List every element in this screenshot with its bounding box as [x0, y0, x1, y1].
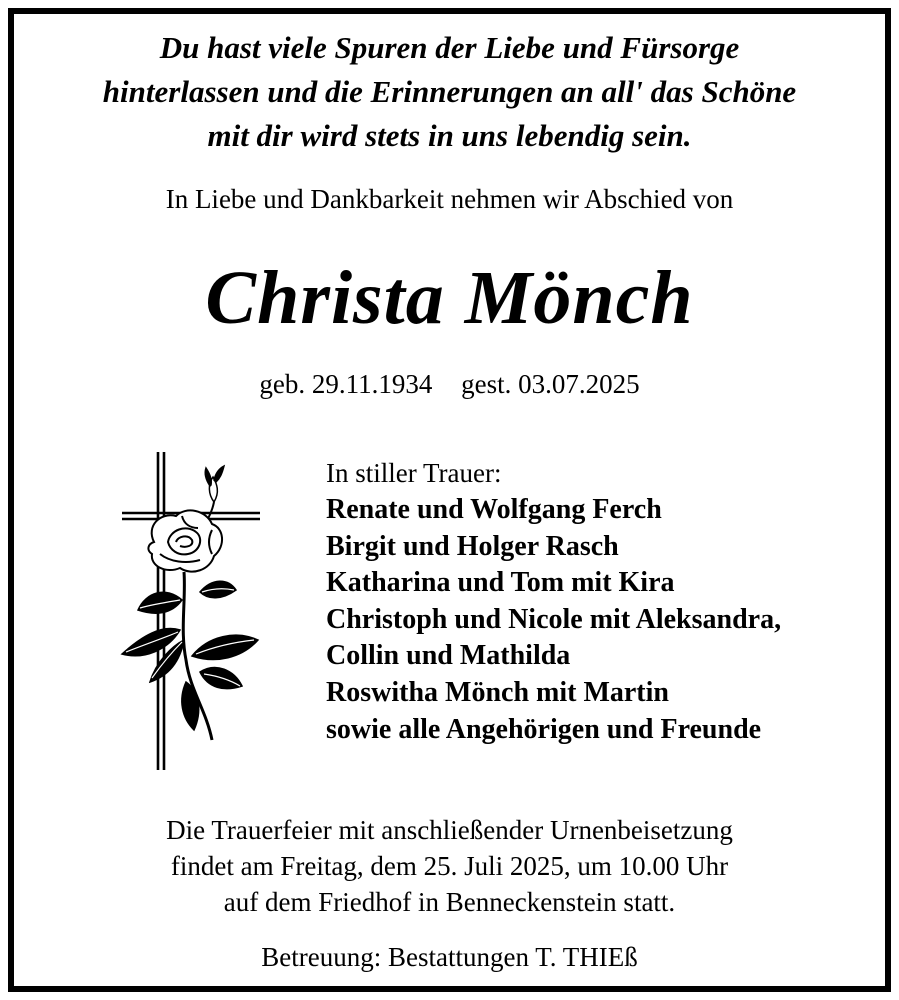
- mourner-row: Roswitha Mönch mit Martin: [326, 676, 669, 708]
- verse-line: hinterlassen und die Erinnerungen an all' das Schöne: [102, 74, 797, 109]
- service-line: Die Trauerfeier mit anschließender Urnenbeisetzung: [166, 815, 733, 845]
- mourner-row: Christoph und Nicole mit Aleksandra,: [326, 603, 782, 635]
- funeral-home-credit: Betreuung: Bestattungen T. THIEß: [261, 942, 638, 972]
- funeral-service-info: [0, 812, 899, 920]
- verse-line: mit dir wird stets in uns lebendig sein.: [207, 118, 692, 153]
- verse-line: Du hast viele Spuren der Liebe und Fürsorge: [159, 30, 740, 65]
- mourner-row: Birgit und Holger Rasch: [326, 530, 619, 562]
- mourners-heading: In stiller Trauer:: [326, 458, 502, 488]
- birth-date: geb. 29.11.1934: [259, 369, 433, 399]
- cross-with-rose-icon: [116, 450, 266, 772]
- mourners-list: [326, 456, 886, 748]
- mourner-row: Renate und Wolfgang Ferch: [326, 494, 662, 525]
- mourner-row: sowie alle Angehörigen und Freunde: [326, 713, 762, 745]
- service-line: auf dem Friedhof in Benneckenstein statt.: [223, 887, 676, 917]
- farewell-intro: In Liebe und Dankbarkeit nehmen wir Abschied von: [165, 184, 734, 214]
- memorial-verse: [0, 26, 899, 158]
- mourner-row: Collin und Mathilda: [326, 640, 571, 672]
- deceased-name: Christa Mönch: [205, 256, 694, 340]
- mourner-row: Katharina und Tom mit Kira: [326, 567, 675, 599]
- life-dates: [0, 366, 899, 402]
- death-date: gest. 03.07.2025: [461, 369, 640, 399]
- service-line: findet am Freitag, dem 25. Juli 2025, um 10.00 Uhr: [170, 851, 729, 881]
